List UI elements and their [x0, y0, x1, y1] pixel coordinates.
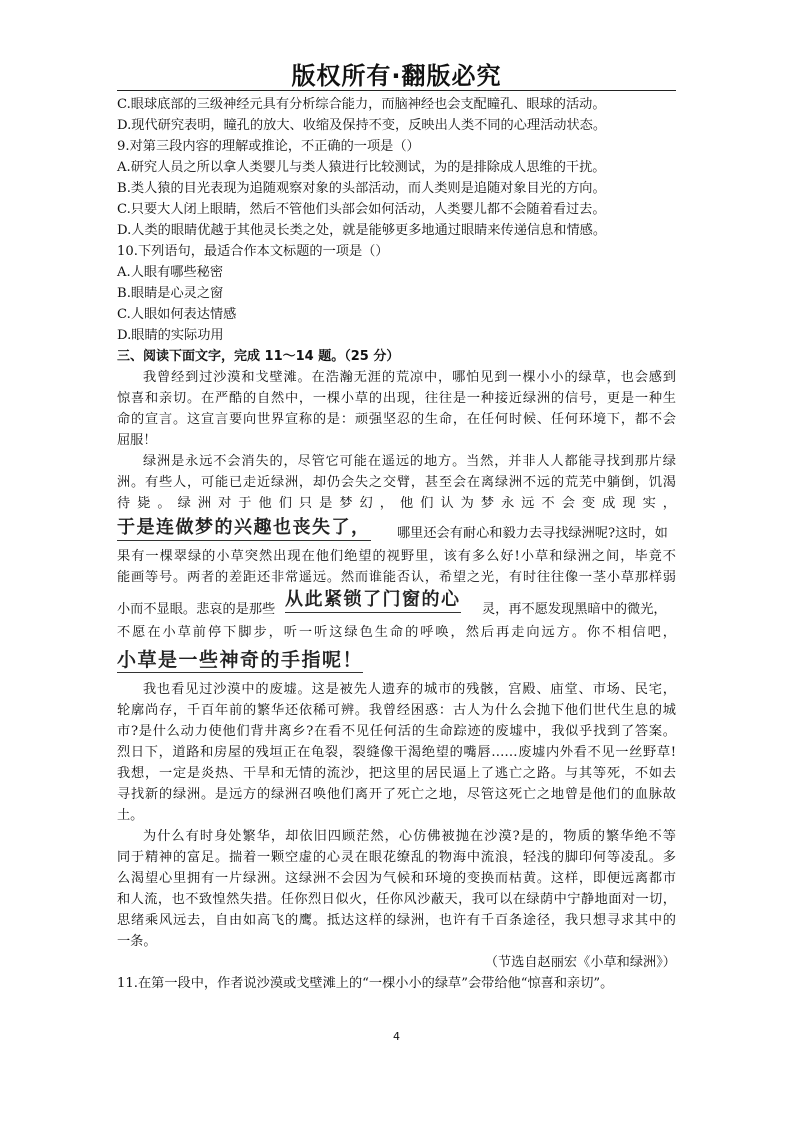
passage-line: 土。 [117, 808, 144, 823]
passage-line: 我也看见过沙漠中的废墟。这是被先人遗弃的城市的残骸，宫殿、庙堂、市场、民宅， [143, 682, 676, 697]
passage-line: 绿洲是永远不会消失的，尽管它可能在遥远的地方。当然，并非人人都能寻找到那片绿 [143, 454, 676, 469]
passage-line: 我曾经到过沙漠和戈壁滩。在浩瀚无涯的荒凉中，哪怕见到一棵小小的绿草，也会感到 [143, 370, 676, 385]
option-line: C.只要大人闭上眼睛，然后不管他们头部会如何活动，人类婴儿都不会随着看过去。 [117, 202, 606, 217]
passage-line: 待毙。绿洲对于他们只是梦幻，他们认为梦永远不会变成现实， [117, 496, 676, 511]
option-line: D.现代研究表明，瞳孔的放大、收缩及保持不变，反映出人类不同的心理活动状态。 [117, 118, 607, 133]
passage-line: 不愿在小草前停下脚步，听一听这绿色生命的呼唤，然后再走向远方。你不相信吧， [117, 625, 676, 640]
passage-source: （节选自赵丽宏《小草和绿洲》） [484, 955, 676, 970]
handwritten-annotation: 从此紧锁了门窗的心 [285, 588, 461, 613]
passage-line: 为什么有时身处繁华，却依旧四顾茫然，心仿佛被抛在沙漠?是的，物质的繁华绝不等 [143, 829, 676, 844]
passage-line: 思绪乘风远去，自由如高飞的鹰。抵达这样的绿洲，也许有千百条途径，我只想寻求其中的 [117, 913, 676, 928]
passage-line: 轮廓尚存，千百年前的繁华还依稀可辨。我曾经困惑：古人为什么会抛下他们世代生息的城 [117, 703, 676, 718]
option-line: B.类人猿的目光表现为追随观察对象的头部活动，而人类则是追随对象目光的方向。 [117, 181, 606, 196]
page-title: 版权所有·翻版必究 [291, 62, 502, 90]
passage-text: 哪里还会有耐心和毅力去寻找绿洲呢?这时，如 [397, 526, 668, 541]
passage-line: 和人流，也不致惶然失措。任你烈日似火，任你风沙蔽天，我可以在绿荫中宁静地面对一切， [117, 892, 676, 907]
passage-line: 能画等号。两者的差距还非常遥远。然而谁能否认，希望之光，有时往往像一茎小草那样弱 [117, 570, 676, 585]
passage-line: 惊喜和亲切。在严酷的自然中，一棵小草的出现，往往是一种接近绿洲的信号，更是一种生 [117, 391, 676, 406]
handwritten-annotation: 于是连做梦的兴趣也丧失了， [117, 516, 371, 541]
handwritten-line [117, 588, 676, 622]
question-stem: 10.下列语句，最适合作本文标题的一项是（） [117, 244, 389, 259]
handwritten-line [117, 643, 676, 679]
passage-line: 果有一棵翠绿的小草突然出现在他们绝望的视野里，该有多么好!小草和绿洲之间，毕竟不 [117, 549, 676, 564]
section-heading: 三、阅读下面文字，完成 11～14 题。（25 分） [117, 349, 400, 364]
passage-line: 同于精神的富足。揣着一颗空虚的心灵在眼花缭乱的物海中流浪，轻浅的脚印何等凌乱。多 [117, 850, 676, 865]
passage-line: 市?是什么动力使他们背井离乡?在看不见任何活的生命踪迹的废墟中，我似乎找到了答案。 [117, 724, 676, 739]
handwritten-line [117, 514, 676, 546]
option-line: B.眼睛是心灵之窗 [117, 286, 224, 301]
question-stem: 11.在第一段中，作者说沙漠或戈壁滩上的“一棵小小的绿草”会带给他“惊喜和亲切”。 [117, 976, 614, 991]
handwritten-annotation: 小草是一些神奇的手指呢！ [117, 649, 364, 671]
option-line: C.人眼如何表达情感 [117, 307, 237, 322]
passage-text: 小而不显眼。悲哀的是那些 [117, 602, 276, 617]
passage-text: 灵，再不愿发现黑暗中的微光， [482, 602, 667, 617]
passage-line: 命的宣言。这宣言要向世界宣称的是：顽强坚忍的生命，在任何时候、任何环境下，都不会 [117, 412, 676, 427]
page-number: 4 [393, 1030, 400, 1043]
option-line: D.眼睛的实际功用 [117, 328, 224, 343]
title-divider [117, 90, 676, 91]
option-line: A.人眼有哪些秘密 [117, 265, 224, 280]
passage-line: 洲。有些人，可能已走近绿洲，却仍会失之交臂，甚至会在离绿洲不远的荒芜中躺倒，饥渴 [117, 475, 676, 490]
passage-line: 寻找新的绿洲。是远方的绿洲召唤他们离开了死亡之地，尽管这死亡之地曾是他们的血脉故 [117, 787, 676, 802]
option-line: A.研究人员之所以拿人类婴儿与类人猿进行比较测试，为的是排除成人思维的干扰。 [117, 160, 606, 175]
document-body [117, 94, 676, 994]
passage-line: 一条。 [117, 934, 157, 949]
passage-line: 烈日下，道路和房屋的残垣正在龟裂，裂缝像干渴绝望的嘴唇……废墟内外看不见一丝野草! [117, 745, 676, 760]
passage-line: 我想，一定是炎热、干旱和无情的流沙，把这里的居民逼上了逃亡之路。与其等死，不如去 [117, 766, 676, 781]
passage-line: 么渴望心里拥有一片绿洲。这绿洲不会因为气候和环境的变换而枯黄。这样，即便远离都市 [117, 871, 676, 886]
option-line: D.人类的眼睛优越于其他灵长类之处，就是能够更多地通过眼睛来传递信息和情感。 [117, 223, 607, 238]
option-line: C.眼球底部的三级神经元具有分析综合能力，而脑神经也会支配瞳孔、眼球的活动。 [117, 97, 606, 112]
passage-line: 屈服！ [117, 433, 157, 448]
question-stem: 9.对第三段内容的理解或推论，不正确的一项是（） [117, 139, 420, 154]
